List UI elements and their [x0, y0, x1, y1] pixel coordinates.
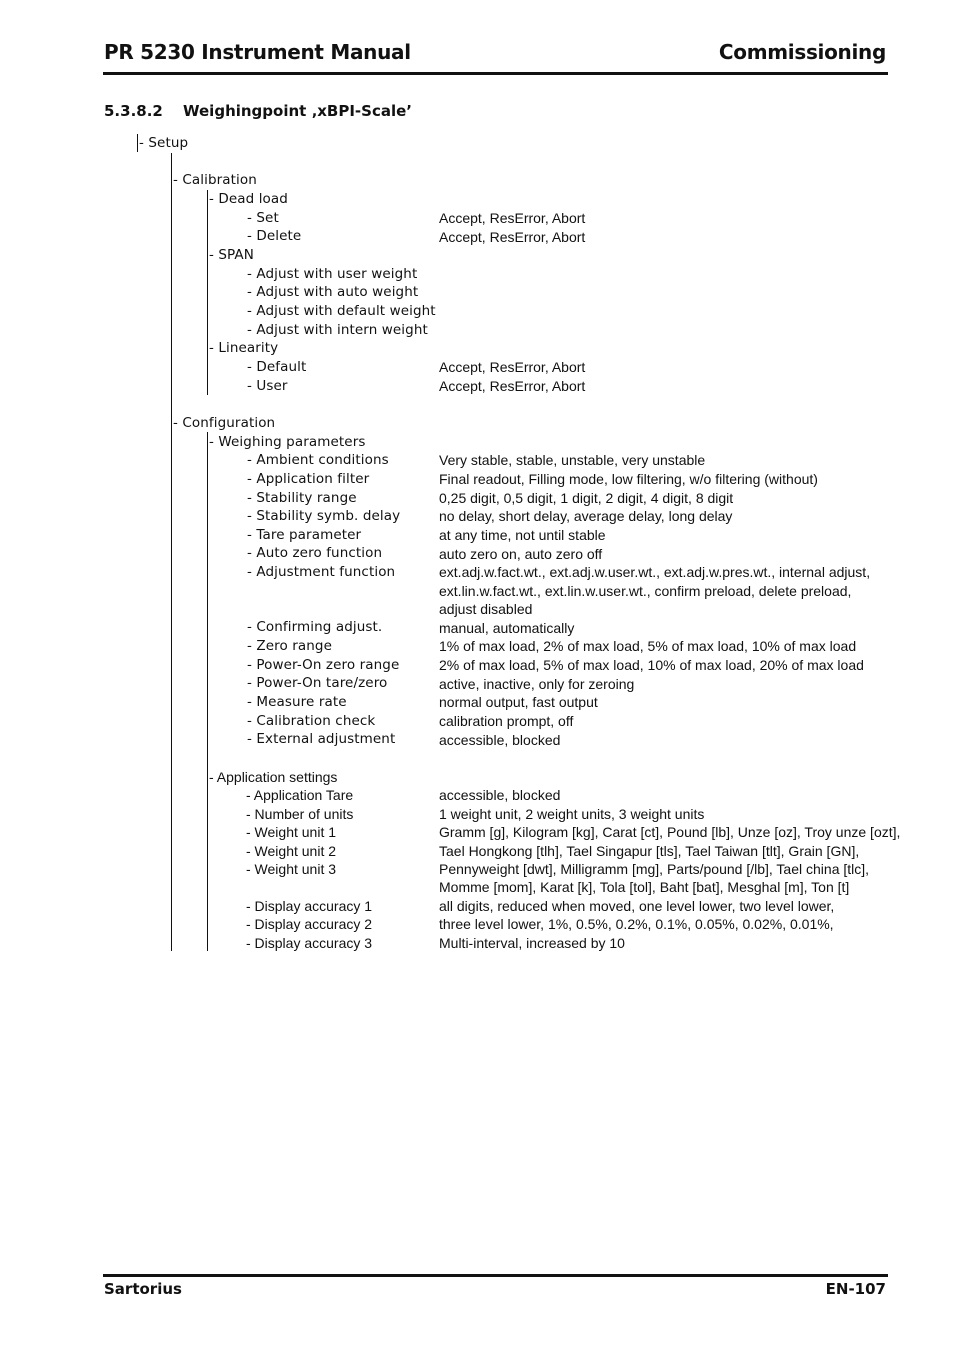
tree-lin-user: - User: [247, 378, 288, 394]
section-title: Weighingpoint ‚xBPI-Scale’: [183, 102, 412, 120]
tree-lin-default: - Default: [247, 359, 307, 375]
footer-company: Sartorius: [104, 1280, 182, 1298]
tree-weight-unit-value-3: Pennyweight [dwt], Milligramm [mg], Parts/pound [/lb], Tael china [tlc],: [439, 861, 870, 877]
tree-stab-delay: - Stability symb. delay: [247, 508, 401, 524]
header-rule: [103, 72, 888, 75]
tree-zero-range: - Zero range: [247, 638, 332, 654]
tree-stab-range: - Stability range: [247, 490, 357, 506]
tree-pon-tare-value: active, inactive, only for zeroing: [439, 676, 635, 692]
tree-app-settings: - Application settings: [209, 769, 338, 785]
tree-weight-unit-value-4: Momme [mom], Karat [k], Tola [tol], Baht [bat], Mesghal [m], Ton [t]: [439, 879, 850, 895]
tree-confirm-adj-value: manual, automatically: [439, 620, 575, 636]
tree-bar-calibration: [207, 190, 208, 395]
tree-display-accuracy-value-2: three level lower, 1%, 0.5%, 0.2%, 0.1%, 0.05%, 0.02%, 0.01%,: [439, 916, 834, 932]
tree-setup: - Setup: [139, 135, 189, 151]
tree-tare-param: - Tare parameter: [247, 527, 362, 543]
tree-cal-check-value: calibration prompt, off: [439, 713, 574, 729]
tree-auto-zero: - Auto zero function: [247, 545, 383, 561]
tree-span-user: - Adjust with user weight: [247, 266, 418, 282]
tree-app-filter-value: Final readout, Filling mode, low filtering, w/o filtering (without): [439, 471, 818, 487]
tree-adj-func-value-2: ext.lin.w.fact.wt., ext.lin.w.user.wt., confirm preload, delete preload,: [439, 583, 852, 599]
tree-adj-func-value-1: ext.adj.w.fact.wt., ext.adj.w.user.wt., ext.adj.w.pres.wt., internal adjust,: [439, 564, 871, 580]
tree-calibration: - Calibration: [173, 172, 257, 188]
tree-weight-unit-1: - Weight unit 1: [246, 824, 337, 840]
section-heading: [104, 102, 412, 120]
tree-dead-load-set-value: Accept, ResError, Abort: [439, 210, 586, 226]
tree-weight-unit-value-2: Tael Hongkong [tlh], Tael Singapur [tls], Tael Taiwan [tlt], Grain [GN],: [439, 843, 860, 859]
tree-dead-load: - Dead load: [209, 191, 288, 207]
tree-span-default: - Adjust with default weight: [247, 303, 436, 319]
tree-bar-configuration: [207, 432, 208, 951]
tree-weighing-parameters: - Weighing parameters: [209, 434, 366, 450]
tree-display-accuracy-value-1: all digits, reduced when moved, one level lower, two level lower,: [439, 898, 835, 914]
tree-app-tare-value: accessible, blocked: [439, 787, 561, 803]
tree-pon-zero-value: 2% of max load, 5% of max load, 10% of max load, 20% of max load: [439, 657, 864, 673]
tree-dead-load-delete: - Delete: [247, 228, 302, 244]
tree-span: - SPAN: [209, 247, 254, 263]
tree-app-filter: - Application filter: [247, 471, 370, 487]
section-number: 5.3.8.2: [104, 102, 163, 120]
footer-page-number: EN-107: [825, 1280, 886, 1298]
chapter-title: Commissioning: [718, 40, 886, 64]
tree-bar-level1: [171, 153, 172, 951]
tree-ambient-value: Very stable, stable, unstable, very unstable: [439, 452, 706, 468]
tree-adj-func: - Adjustment function: [247, 564, 396, 580]
tree-pon-zero: - Power-On zero range: [247, 657, 400, 673]
tree-num-units-value: 1 weight unit, 2 weight units, 3 weight units: [439, 806, 705, 822]
tree-bar-setup: [137, 134, 138, 152]
tree-ambient: - Ambient conditions: [247, 452, 389, 468]
tree-num-units: - Number of units: [246, 806, 354, 822]
tree-measure-rate: - Measure rate: [247, 694, 347, 710]
tree-zero-range-value: 1% of max load, 2% of max load, 5% of max load, 10% of max load: [439, 638, 857, 654]
tree-display-accuracy-1: - Display accuracy 1: [246, 898, 373, 914]
footer-rule: [103, 1274, 888, 1277]
tree-auto-zero-value: auto zero on, auto zero off: [439, 546, 603, 562]
tree-pon-tare: - Power-On tare/zero: [247, 675, 388, 691]
tree-measure-rate-value: normal output, fast output: [439, 694, 598, 710]
tree-lin-user-value: Accept, ResError, Abort: [439, 378, 586, 394]
tree-weight-unit-3: - Weight unit 3: [246, 861, 337, 877]
tree-display-accuracy-3: - Display accuracy 3: [246, 935, 373, 951]
tree-display-accuracy-value-3: Multi-interval, increased by 10: [439, 935, 625, 951]
tree-cal-check: - Calibration check: [247, 713, 376, 729]
tree-adj-func-value-3: adjust disabled: [439, 601, 533, 617]
tree-span-auto: - Adjust with auto weight: [247, 284, 419, 300]
tree-tare-param-value: at any time, not until stable: [439, 527, 606, 543]
tree-lin-default-value: Accept, ResError, Abort: [439, 359, 586, 375]
tree-display-accuracy-2: - Display accuracy 2: [246, 916, 373, 932]
tree-dead-load-set: - Set: [247, 210, 279, 226]
tree-linearity: - Linearity: [209, 340, 279, 356]
tree-weight-unit-2: - Weight unit 2: [246, 843, 337, 859]
tree-confirm-adj: - Confirming adjust.: [247, 619, 383, 635]
tree-span-intern: - Adjust with intern weight: [247, 322, 428, 338]
tree-ext-adj: - External adjustment: [247, 731, 396, 747]
tree-stab-delay-value: no delay, short delay, average delay, long delay: [439, 508, 733, 524]
tree-weight-unit-value-1: Gramm [g], Kilogram [kg], Carat [ct], Pound [lb], Unze [oz], Troy unze [ozt],: [439, 824, 901, 840]
tree-dead-load-delete-value: Accept, ResError, Abort: [439, 229, 586, 245]
tree-app-tare: - Application Tare: [246, 787, 354, 803]
tree-ext-adj-value: accessible, blocked: [439, 732, 561, 748]
tree-configuration: - Configuration: [173, 415, 276, 431]
manual-title: PR 5230 Instrument Manual: [104, 40, 411, 64]
tree-stab-range-value: 0,25 digit, 0,5 digit, 1 digit, 2 digit, 4 digit, 8 digit: [439, 490, 734, 506]
